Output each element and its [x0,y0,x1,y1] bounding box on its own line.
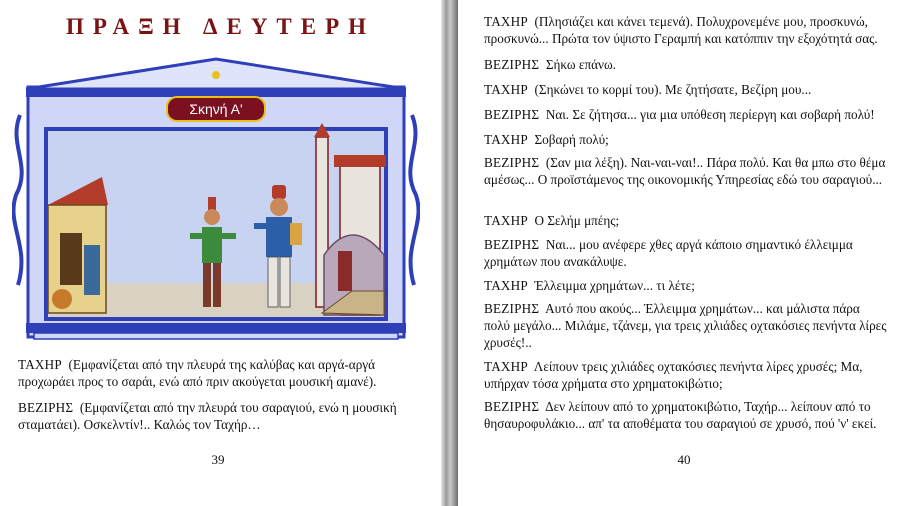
dialogue-paragraph [484,398,888,432]
dialogue-text: Σήκω επάνω. [545,57,616,72]
dialogue-text: Ναι... μου ανέφερε χθες αργά κάποιο σημαντικό έλλειμμα χρημάτων που ανακάλυψε. [484,237,853,269]
speaker-name: ΤΑΧΗΡ [484,14,528,29]
speaker-name: ΤΑΧΗΡ [484,278,528,293]
dialogue-paragraph [18,399,420,433]
speaker-name: ΤΑΧΗΡ [484,132,528,147]
karagiozis-theatre-illustration [12,55,420,350]
dialogue-text: Λείπουν τρεις χιλιάδες οχτακόσιες πενήντα λίρες χρυσές; Μα, υπήρχαν τόσα χρήματα στο χρηματοκιβώτιο; [484,359,863,391]
dialogue-paragraph [484,106,894,123]
page-number: 39 [211,452,225,467]
dialogue-paragraph [484,212,888,229]
speaker-name: ΤΑΧΗΡ [18,357,62,372]
dialogue-text: (Σαν μια λέξη). Ναι-ναι-ναι!.. Πάρα πολύ. Και θα μπω στο θέμα αμέσως... Ο προϊστάμενος της οικονομικής Υπηρεσίας εδώ του σαραγιού... [484,155,886,187]
left-page [0,0,441,506]
dialogue-text: Σοβαρή πολύ; [534,132,609,147]
speaker-name: ΒΕΖΙΡΗΣ [484,237,540,252]
speaker-name: ΤΑΧΗΡ [484,359,528,374]
dialogue-paragraph [484,277,888,294]
speaker-name: ΒΕΖΙΡΗΣ [484,399,540,414]
speaker-name: ΒΕΖΙΡΗΣ [484,107,540,122]
dialogue-paragraph [484,13,888,47]
dialogue-text: Ο Σελήμ μπέης; [534,213,620,228]
speaker-name: ΒΕΖΙΡΗΣ [484,57,540,72]
dialogue-paragraph [484,358,888,392]
dialogue-text: (Σηκώνει το κορμί του). Με ζητήσατε, Βεζίρη μου... [534,82,812,97]
scene-label: Σκηνή Α' [189,101,243,117]
dialogue-paragraph [484,154,888,188]
dialogue-text: (Εμφανίζεται από την πλευρά του σαραγιού, ενώ η μουσική σταματάει). Οσκελντίν!.. Καλώς τον Ταχήρ… [18,400,397,432]
speaker-name: ΤΑΧΗΡ [484,213,528,228]
speaker-name: ΒΕΖΙΡΗΣ [484,301,540,316]
right-page [458,0,901,506]
dialogue-paragraph [484,56,888,73]
dialogue-text: Δεν λείπουν από το χρηματοκιβώτιο, Ταχήρ... λείπουν από το θησαυροφυλάκιο... απ' τα αποθέματα του σαραγιού σε χρυσό, πού 'ν' εκεί. [484,399,877,431]
dialogue-paragraph [484,81,888,98]
dialogue-text: Ναι. Σε ζήτησα... για μια υπόθεση περίεργη και σοβαρή πολύ! [545,107,875,122]
dialogue-text: (Εμφανίζεται από την πλευρά της καλύβας και αργά-αργά προχωράει προς το σαράι, ενώ από πριν ακούγεται μουσική αμανέ). [18,357,377,389]
dialogue-paragraph [484,131,888,148]
dialogue-text: (Πλησιάζει και κάνει τεμενά). Πολυχρονεμένε μου, προσκυνώ, προσκυνώ... Πρώτα τον ύψιστο Γεραμπή και κατόππιν την εξοχότητά σας. [484,14,878,46]
speaker-name: ΒΕΖΙΡΗΣ [484,155,540,170]
speaker-name: ΤΑΧΗΡ [484,82,528,97]
dialogue-paragraph [484,300,888,351]
dialogue-paragraph [484,236,888,270]
speaker-name: ΒΕΖΙΡΗΣ [18,400,74,415]
book-gutter [441,0,458,506]
act-title: ΠΡΑΞΗ ΔΕΥΤΕΡΗ [65,14,376,39]
dialogue-text: Αυτό που ακούς... Έλλειμμα χρημάτων... και μάλιστα πάρα πολύ μεγάλο... Μιλάμε, τζάνεμ, για τρεις χιλιάδες οχτακόσιες πενήντα λίρες χρυσές!.. [484,301,887,350]
page-number: 40 [677,452,691,467]
dialogue-text: Έλλειμμα χρημάτων... τι λέτε; [534,278,695,293]
dialogue-paragraph [18,356,418,390]
